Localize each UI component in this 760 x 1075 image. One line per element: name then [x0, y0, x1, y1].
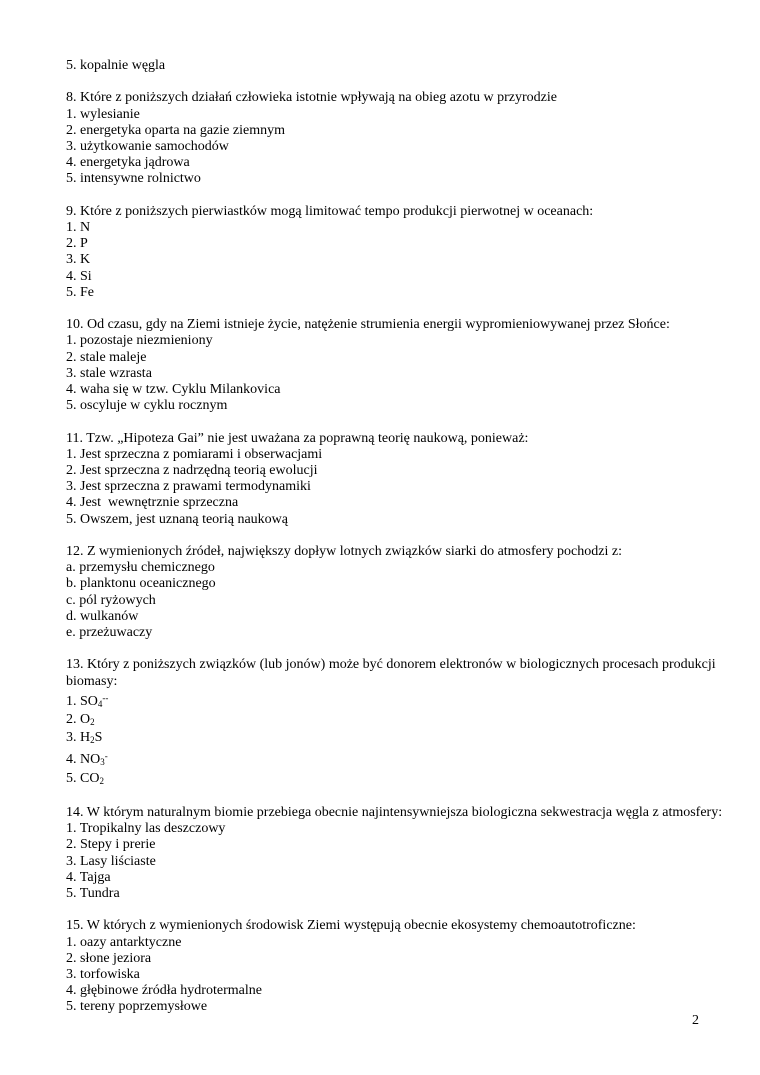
question-title: 11. Tzw. „Hipoteza Gai” nie jest uważana za poprawną teorię naukową, ponieważ:	[66, 430, 529, 446]
formula-subscript: 4	[97, 698, 103, 709]
option: 5. tereny poprzemysłowe	[66, 999, 208, 1015]
formula-base: SO	[80, 693, 98, 709]
question-8	[66, 90, 726, 187]
option	[66, 690, 726, 712]
option: 3. stale wzrasta	[66, 365, 152, 381]
option: 4. energetyka jądrowa	[66, 155, 190, 171]
question-title: 15. W których z wymienionych środowisk Ziemi występują obecnie ekosystemy chemoautotroficzne:	[66, 918, 636, 934]
option: 4. Tajga	[66, 869, 111, 885]
option	[66, 771, 726, 789]
option-number: 1.	[66, 693, 77, 709]
formula-charge: --	[102, 692, 109, 703]
formula-base: O	[80, 712, 91, 728]
question-10	[66, 317, 726, 414]
option	[66, 748, 726, 770]
option: 5. intensywne rolnictwo	[66, 171, 201, 187]
question-9	[66, 204, 726, 301]
option: 4. Jest wewnętrznie sprzeczna	[66, 495, 239, 511]
option: 3. użytkowanie samochodów	[66, 139, 229, 154]
option: b. planktonu oceanicznego	[66, 576, 216, 592]
option: 3. K	[66, 252, 91, 268]
formula-subscript: 2	[90, 735, 95, 746]
option: 1. wylesianie	[66, 106, 140, 122]
option-number: 5.	[66, 770, 77, 786]
formula-subscript: 2	[90, 717, 95, 728]
question-title: 12. Z wymienionych źródeł, największy dopływ lotnych związków siarki do atmosfery pochodzi z:	[66, 544, 622, 560]
question-title: 10. Od czasu, gdy na Ziemi istnieje życie, natężenie strumienia energii wypromieniowywanej przez Słońce:	[66, 317, 670, 333]
option: 1. Jest sprzeczna z pomiarami i obserwacjami	[66, 446, 323, 462]
option: 2. słone jeziora	[66, 950, 152, 966]
option: 5. oscyluje w cyklu rocznym	[66, 398, 228, 414]
option: 2. energetyka oparta na gazie ziemnym	[66, 122, 285, 138]
option: 2. P	[66, 236, 88, 252]
option: d. wulkanów	[66, 608, 139, 624]
option: 3. Lasy liściaste	[66, 853, 156, 869]
formula-tail: S	[94, 730, 103, 746]
question-title: 14. W którym naturalnym biomie przebiega obecnie najintensywniejsza biologiczna sekwestracja węgla z atmosfery:	[66, 805, 723, 821]
question-title: 13. Który z poniższych związków (lub jonów) może być donorem elektronów w biologicznych procesach produkcji biomasy:	[66, 657, 716, 689]
option: 1. N	[66, 220, 91, 235]
option-number: 2.	[66, 712, 77, 728]
question-title: 9. Które z poniższych pierwiastków mogą limitować tempo produkcji pierwotnej w oceanach:	[66, 203, 594, 219]
option: 4. Si	[66, 268, 92, 284]
option: 2. Jest sprzeczna z nadrzędną teorią ewolucji	[66, 463, 318, 479]
formula-subscript: 2	[99, 775, 104, 786]
option: 5. Owszem, jest uznaną teorią naukową	[66, 511, 288, 527]
question-11	[66, 431, 726, 528]
option: e. przeżuwaczy	[66, 625, 153, 641]
option: c. pól ryżowych	[66, 592, 156, 608]
formula-base: NO	[80, 752, 101, 768]
page-number: 2	[692, 1013, 699, 1028]
option: a. przemysłu chemicznego	[66, 560, 215, 576]
spacer	[66, 74, 726, 90]
option	[66, 730, 726, 748]
question-14	[66, 805, 726, 902]
option: 1. Tropikalny las deszczowy	[66, 821, 226, 837]
formula-base: CO	[80, 770, 100, 786]
option: 1. oazy antarktyczne	[66, 934, 182, 950]
formula-base: H	[80, 730, 91, 746]
question-13	[66, 657, 726, 788]
option: 1. pozostaje niezmieniony	[66, 333, 213, 349]
option: 5. Fe	[66, 284, 94, 300]
option-number: 4.	[66, 752, 77, 768]
option: 2. stale maleje	[66, 349, 147, 365]
question-15	[66, 918, 726, 1015]
question-12	[66, 544, 726, 641]
option: 4. głębinowe źródła hydrotermalne	[66, 983, 262, 999]
option	[66, 712, 726, 730]
option-number: 3.	[66, 730, 77, 746]
formula-subscript: 3	[100, 757, 105, 768]
option: 3. Jest sprzeczna z prawami termodynamiki	[66, 479, 311, 495]
document-page	[66, 58, 726, 1032]
option: 3. torfowiska	[66, 967, 140, 983]
option: 5. Tundra	[66, 886, 120, 902]
question-title: 8. Które z poniższych działań człowieka istotnie wpływają na obieg azotu w przyrodzie	[66, 90, 557, 106]
formula-charge: -	[104, 751, 108, 762]
option: 4. waha się w tzw. Cyklu Milankovica	[66, 382, 281, 398]
option: 2. Stepy i prerie	[66, 837, 156, 853]
top-line: 5. kopalnie węgla	[66, 58, 166, 73]
